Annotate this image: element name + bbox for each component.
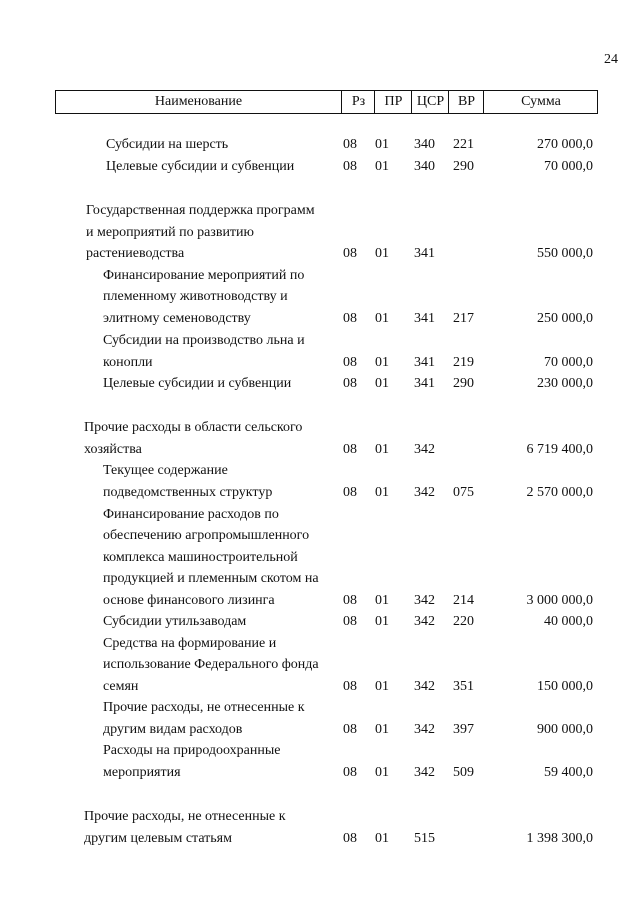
row-name: мероприятия: [103, 765, 181, 780]
row-sum: 250 000,0: [537, 311, 593, 326]
row-csr: 341: [414, 376, 435, 391]
table-row: [0, 156, 640, 177]
table-row: [0, 222, 640, 243]
row-csr: 340: [414, 137, 435, 152]
row-sum: 70 000,0: [544, 355, 593, 370]
row-vr: 217: [453, 311, 474, 326]
row-pr: 01: [375, 765, 389, 780]
table-row: [0, 633, 640, 654]
row-rz: 08: [343, 355, 357, 370]
row-name: семян: [103, 679, 139, 694]
header-sum: Сумма: [483, 91, 598, 113]
row-name: и мероприятий по развитию: [86, 225, 254, 240]
row-sum: 70 000,0: [544, 159, 593, 174]
row-name: Финансирование расходов по: [103, 507, 279, 522]
row-name: Прочие расходы в области сельского: [84, 420, 303, 435]
table-row: [0, 762, 640, 783]
row-pr: 01: [375, 246, 389, 261]
row-name: Текущее содержание: [103, 463, 228, 478]
row-name: хозяйства: [84, 442, 142, 457]
row-name: Расходы на природоохранные: [103, 743, 281, 758]
row-sum: 3 000 000,0: [526, 593, 593, 608]
row-csr: 342: [414, 614, 435, 629]
header-pr: ПР: [374, 91, 412, 113]
row-pr: 01: [375, 376, 389, 391]
row-sum: 150 000,0: [537, 679, 593, 694]
row-name: Субсидии утильзаводам: [103, 614, 247, 629]
row-csr: 342: [414, 679, 435, 694]
table-row: [0, 611, 640, 632]
table-row: [0, 352, 640, 373]
row-name: Прочие расходы, не отнесенные к: [103, 700, 305, 715]
header-name: Наименование: [154, 94, 243, 109]
row-rz: 08: [343, 159, 357, 174]
row-name: племенному животноводству и: [103, 289, 288, 304]
table-row: [0, 308, 640, 329]
row-pr: 01: [375, 831, 389, 846]
table-row: [0, 806, 640, 827]
header-csr: ЦСР: [411, 91, 449, 113]
table-row: [0, 590, 640, 611]
row-sum: 6 719 400,0: [526, 442, 593, 457]
row-rz: 08: [343, 137, 357, 152]
table-row: [0, 740, 640, 761]
row-name: Финансирование мероприятий по: [103, 268, 305, 283]
table-row: [0, 525, 640, 546]
row-csr: 342: [414, 765, 435, 780]
row-vr: 075: [453, 485, 474, 500]
row-rz: 08: [343, 376, 357, 391]
row-rz: 08: [343, 722, 357, 737]
row-sum: 230 000,0: [537, 376, 593, 391]
row-name: Целевые субсидии и субвенции: [103, 376, 292, 391]
row-name: Средства на формирование и: [103, 636, 277, 651]
table-row: [0, 568, 640, 589]
row-name: элитному семеноводству: [103, 311, 251, 326]
row-pr: 01: [375, 679, 389, 694]
row-name: основе финансового лизинга: [103, 593, 275, 608]
row-csr: 342: [414, 442, 435, 457]
row-pr: 01: [375, 722, 389, 737]
table-header: [55, 90, 598, 114]
table-row: [0, 417, 640, 438]
row-pr: 01: [375, 593, 389, 608]
row-csr: 341: [414, 355, 435, 370]
row-sum: 550 000,0: [537, 246, 593, 261]
row-vr: 219: [453, 355, 474, 370]
row-csr: 515: [414, 831, 435, 846]
row-vr: 397: [453, 722, 474, 737]
row-vr: 509: [453, 765, 474, 780]
row-pr: 01: [375, 137, 389, 152]
row-vr: 290: [453, 376, 474, 391]
row-name: Субсидии на шерсть: [106, 137, 229, 152]
row-pr: 01: [375, 355, 389, 370]
row-name: другим видам расходов: [103, 722, 243, 737]
row-pr: 01: [375, 159, 389, 174]
table-row: [0, 286, 640, 307]
table-row: [0, 504, 640, 525]
row-csr: 340: [414, 159, 435, 174]
row-rz: 08: [343, 831, 357, 846]
page-number: 24: [604, 52, 618, 67]
row-rz: 08: [343, 311, 357, 326]
row-sum: 59 400,0: [544, 765, 593, 780]
row-sum: 2 570 000,0: [526, 485, 593, 500]
row-rz: 08: [343, 593, 357, 608]
row-name: конопли: [103, 355, 153, 370]
row-name: растениеводства: [86, 246, 185, 261]
row-csr: 341: [414, 311, 435, 326]
table-row: [0, 719, 640, 740]
row-name: Государственная поддержка программ: [86, 203, 315, 218]
row-csr: 342: [414, 722, 435, 737]
row-csr: 341: [414, 246, 435, 261]
row-vr: 221: [453, 137, 474, 152]
row-pr: 01: [375, 614, 389, 629]
row-vr: 351: [453, 679, 474, 694]
row-vr: 220: [453, 614, 474, 629]
row-rz: 08: [343, 442, 357, 457]
row-sum: 1 398 300,0: [526, 831, 593, 846]
row-name: Субсидии на производство льна и: [103, 333, 305, 348]
table-row: [0, 676, 640, 697]
header-vr: ВР: [448, 91, 484, 113]
table-row: [0, 828, 640, 849]
table-row: [0, 373, 640, 394]
row-name: комплекса машиностроительной: [103, 550, 298, 565]
row-csr: 342: [414, 593, 435, 608]
row-rz: 08: [343, 485, 357, 500]
row-name: Прочие расходы, не отнесенные к: [84, 809, 286, 824]
table-row: [0, 265, 640, 286]
table-row: [0, 697, 640, 718]
row-name: продукцией и племенным скотом на: [103, 571, 319, 586]
row-pr: 01: [375, 311, 389, 326]
table-row: [0, 547, 640, 568]
row-name: другим целевым статьям: [84, 831, 232, 846]
table-row: [0, 654, 640, 675]
table-row: [0, 134, 640, 155]
row-csr: 342: [414, 485, 435, 500]
row-pr: 01: [375, 442, 389, 457]
table-row: [0, 243, 640, 264]
row-rz: 08: [343, 679, 357, 694]
row-rz: 08: [343, 614, 357, 629]
table-row: [0, 439, 640, 460]
row-vr: 214: [453, 593, 474, 608]
table-row: [0, 482, 640, 503]
table-row: [0, 200, 640, 221]
row-sum: 900 000,0: [537, 722, 593, 737]
row-vr: 290: [453, 159, 474, 174]
header-rz: Рз: [341, 91, 375, 113]
row-name: использование Федерального фонда: [103, 657, 319, 672]
row-sum: 270 000,0: [537, 137, 593, 152]
table-row: [0, 460, 640, 481]
row-rz: 08: [343, 765, 357, 780]
row-rz: 08: [343, 246, 357, 261]
row-sum: 40 000,0: [544, 614, 593, 629]
row-name: обеспечению агропромышленного: [103, 528, 310, 543]
table-row: [0, 330, 640, 351]
row-name: подведомственных структур: [103, 485, 273, 500]
row-name: Целевые субсидии и субвенции: [106, 159, 295, 174]
row-pr: 01: [375, 485, 389, 500]
